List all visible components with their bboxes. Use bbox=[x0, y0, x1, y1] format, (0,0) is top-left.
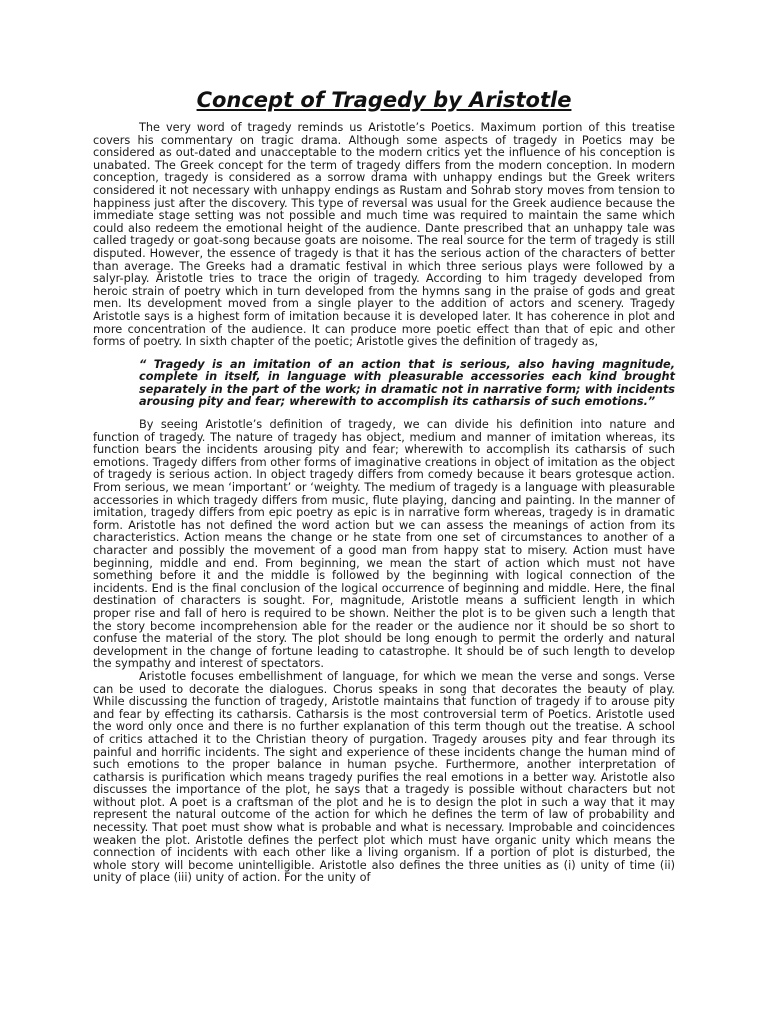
document-body bbox=[93, 122, 675, 885]
page-title: Concept of Tragedy by Aristotle bbox=[196, 88, 572, 112]
paragraph-intro: The very word of tragedy reminds us Aristotle’s Poetics. Maximum portion of this treatise covers his commentary on tragic drama. Although some aspects of tragedy in Poetics may be considered as out-dated and unacceptable to the modern critics yet the influence of his conception is unabated. The Greek concept for the term of tragedy differs from the modern conception. In modern conception, tragedy is considered as a sorrow drama with unhappy endings but the Greek writers considered it not necessary with unhappy endings as Rustam and Sohrab story moves from tension to happiness just after the discovery. This type of reversal was usual for the Greek audience because the immediate stage setting was not possible and much time was required to maintain the same which could also redeem the emotional height of the audience. Dante prescribed that an unhappy tale was called tragedy or goat-song because goats are noisome. The real source for the term of tragedy is still disputed. However, the essence of tragedy is that it has the serious action of the characters of better than average. The Greeks had a dramatic festival in which three serious plays were followed by a salyr-play. Aristotle tries to trace the origin of tragedy. According to him tragedy developed from heroic strain of poetry which in turn developed from the hymns sang in the praise of gods and great men. Its development moved from a single player to the addition of actors and scenery. Tragedy Aristotle says is a highest form of imitation because it is developed later. It has coherence in plot and more concentration of the audience. It can produce more poetic effect than that of epic and other forms of poetry. In sixth chapter of the poetic; Aristotle gives the definition of tragedy as, bbox=[93, 121, 675, 349]
paragraph-language-catharsis: Aristotle focuses embellishment of language, for which we mean the verse and songs. Verse can be used to decorate the dialogues. Chorus speaks in song that decorates the beauty of play. While discussing the function of tragedy, Aristotle maintains that function of tragedy if to arouse pity and fear by effecting its catharsis. Catharsis is the most controversial term of Poetics. Aristotle used the word only once and there is no further explanation of this term though out the treatise. A school of critics attached it to the Christian theory of purgation. Tragedy arouses pity and fear through its painful and horrific incidents. The sight and experience of these incidents change the human mind of such emotions to the proper balance in human psyche. Furthermore, another interpretation of catharsis is purification which means tragedy purifies the real emotions in a better way. Aristotle also discusses the importance of the plot, he says that a tragedy is possible without characters but not without plot. A poet is a craftsman of the plot and he is to design the plot in such a way that it may represent the natural outcome of the action for which he defines the term of law of probability and necessity. That poet must show what is probable and what is necessary. Improbable and coincidences weaken the plot. Aristotle defines the perfect plot which must have organic unity which means the connection of incidents with each other like a living organism. If a portion of plot is disturbed, the whole story will become unintelligible. Aristotle also defines the three unities as (i) unity of time (ii) unity of place (iii) unity of action. For the unity of bbox=[93, 669, 675, 885]
definition-quote: “ Tragedy is an imitation of an action that is serious, also having magnitude, complete in itself, in language with pleasurable accessories each kind brought separately in the part of the work; in dramatic not in narrative form; with incidents arousing pity and fear; wherewith to accomplish its catharsis of such emotions.” bbox=[139, 357, 675, 409]
paragraph-definition-analysis: By seeing Aristotle’s definition of tragedy, we can divide his definition into nature and function of tragedy. The nature of tragedy has object, medium and manner of imitation whereas, its function bears the incidents arousing pity and fear; wherewith to accomplish its catharsis of such emotions. Tragedy differs from other forms of imaginative creations in object of imitation as the object of tragedy is serious action. In object tragedy differs from comedy because it bears grotesque action. From serious, we mean ‘important’ or ‘weighty. The medium of tragedy is a language with pleasurable accessories in which tragedy differs from music, flute playing, dancing and painting. In the manner of imitation, tragedy differs from epic poetry as epic is in narrative form whereas, tragedy is in dramatic form. Aristotle has not defined the word action but we can assess the meanings of action from its characteristics. Action means the change or he state from one set of circumstances to another of a character and possibly the movement of a good man from happy stat to misery. Action must have beginning, middle and end. From beginning, we mean the start of action which must not have something before it and the middle is followed by the beginning with logical connection of the incidents. End is the final conclusion of the logical occurrence of beginning and middle. Here, the final destination of characters is sought. For, magnitude, Aristotle means a sufficient length in which proper rise and fall of hero is required to be shown. Neither the plot is to be given such a length that the story become incomprehension able for the reader or the audience nor it should be so short to confuse the material of the story. The plot should be long enough to permit the orderly and natural development in the change of fortune leading to catastrophe. It should be of such length to develop the sympathy and interest of spectators. bbox=[93, 418, 675, 671]
